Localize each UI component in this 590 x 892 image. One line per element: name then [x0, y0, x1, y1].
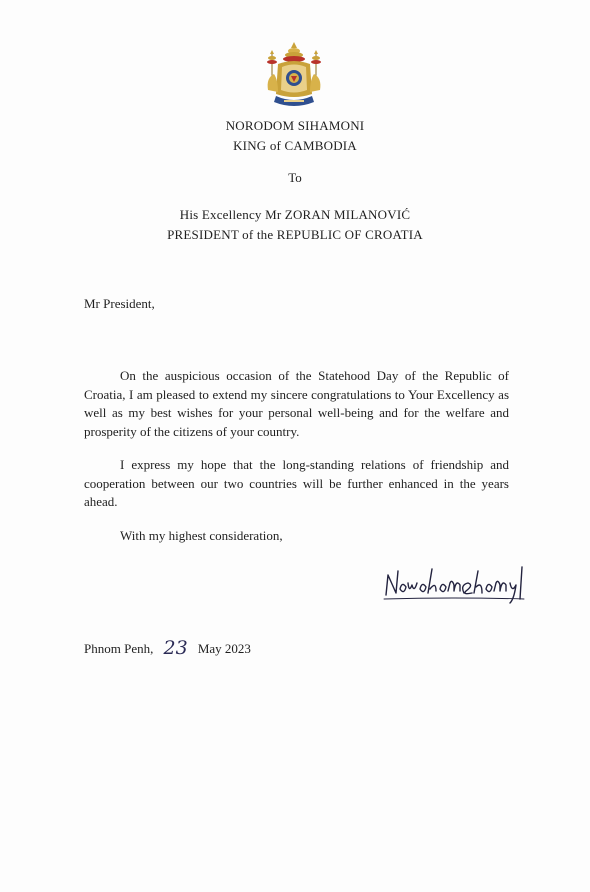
place-and-date	[84, 636, 251, 658]
salutation: Mr President,	[84, 296, 155, 311]
recipient-name: His Excellency Mr ZORAN MILANOVIĆ	[179, 207, 411, 222]
royal-coat-of-arms-icon	[262, 40, 326, 110]
sender-block	[0, 116, 590, 156]
place-text: Phnom Penh,	[84, 641, 154, 656]
sender-name: NORODOM SIHAMONI	[225, 118, 365, 133]
body-paragraph-2: I express my hope that the long-standing relations of friendship and cooperation between our two countries will be further enhanced in the years ahead.	[84, 457, 509, 509]
closing-line: With my highest consideration,	[120, 528, 283, 543]
handwritten-signature	[382, 563, 530, 605]
to-label: To	[288, 170, 302, 185]
handwritten-day: 23	[163, 637, 188, 659]
recipient-block	[0, 205, 590, 245]
body-paragraph-1: On the auspicious occasion of the Statehood Day of the Republic of Croatia, I am pleased to extend my sincere congratulations to Your Excellency as well as my best wishes for your personal well-being and for the welfare and prosperity of the citizens of your country.	[84, 368, 509, 439]
month-year-text: May 2023	[197, 641, 251, 656]
recipient-title: PRESIDENT of the REPUBLIC OF CROATIA	[167, 227, 423, 242]
sender-title: KING of CAMBODIA	[233, 138, 357, 153]
